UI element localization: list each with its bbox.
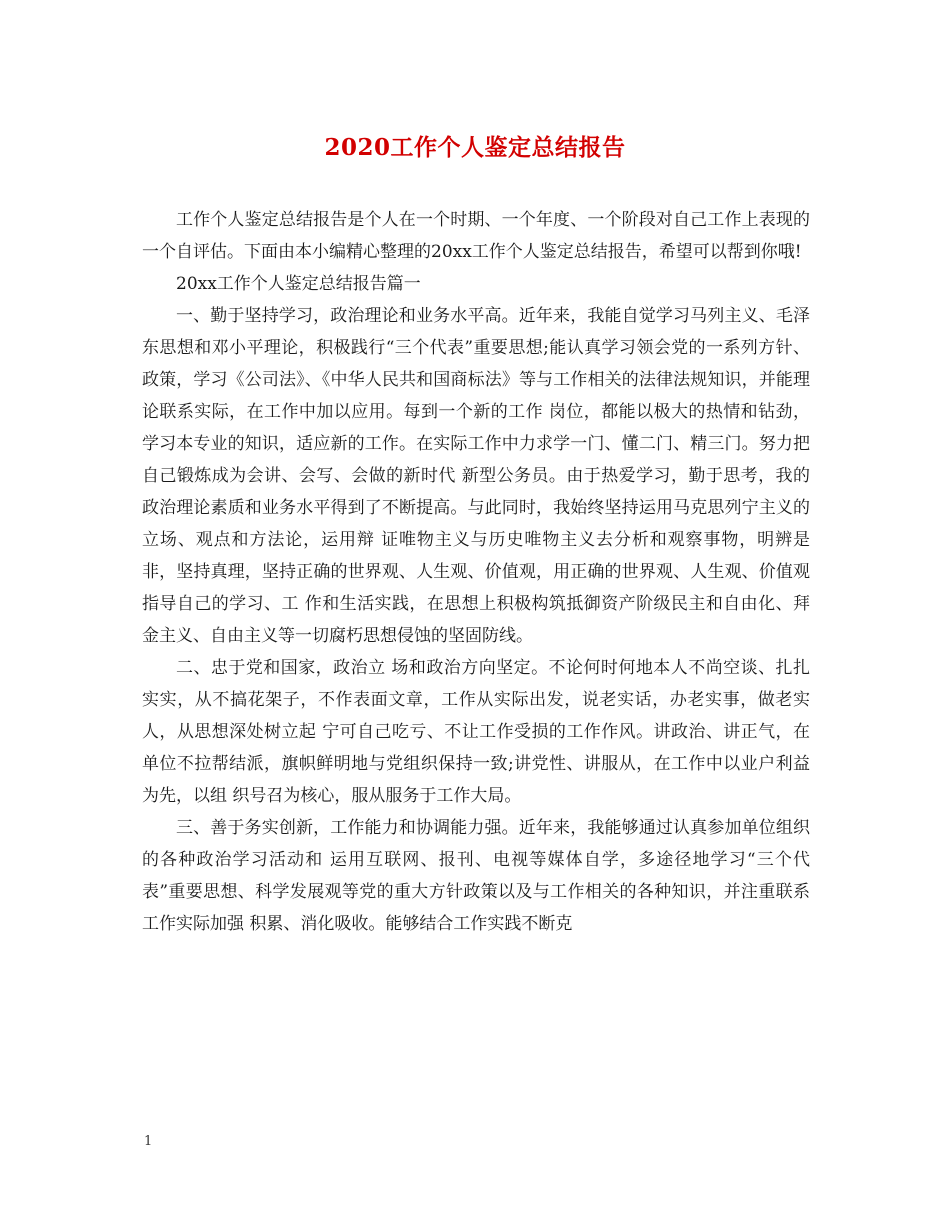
document-body <box>142 204 810 940</box>
document-title: 2020工作个人鉴定总结报告 <box>324 134 626 161</box>
page-number: 1 <box>144 1134 153 1149</box>
body-paragraph-2: 二、忠于党和国家，政治立 场和政治方向坚定。不论何时何地本人不尚空谈、扎扎实实，从不搞花架子，不作表面文章，工作从实际出发，说老实话，办老实事，做老实人，从思想深处树立起 宁可自己吃亏、不让工作受损的工作作风。讲政治、讲正气，在单位不拉帮结派，旗帜鲜明地与党组织保持一致;讲党性、讲服从，在工作中以业户利益为先，以组 织号召为核心，服从服务于工作大局。 <box>142 658 810 806</box>
section-heading: 20xx工作个人鉴定总结报告篇一 <box>176 274 421 294</box>
intro-paragraph: 工作个人鉴定总结报告是个人在一个时期、一个年度、一个阶段对自己工作上表现的一个自评估。下面由本小编精心整理的20xx工作个人鉴定总结报告，希望可以帮到你哦! <box>142 210 810 262</box>
body-paragraph-3: 三、善于务实创新，工作能力和协调能力强。近年来，我能够通过认真参加单位组织的各种政治学习活动和 运用互联网、报刊、电视等媒体自学，多途径地学习“三个代表”重要思想、科学发展观等党的重大方针政策以及与工作相关的各种知识，并注重联系工作实际加强 积累、消化吸收。能够结合工作实践不断克 <box>142 818 810 934</box>
body-paragraph-1: 一、勤于坚持学习，政治理论和业务水平高。近年来，我能自觉学习马列主义、毛泽东思想和邓小平理论，积极践行“三个代表”重要思想;能认真学习领会党的一系列方针、政策，学习《公司法》、《中华人民共和国商标法》等与工作相关的法律法规知识，并能理论联系实际，在工作中加以应用。每到一个新的工作 岗位，都能以极大的热情和钻劲，学习本专业的知识，适应新的工作。在实际工作中力求学一门、懂二门、精三门。努力把自己锻炼成为会讲、会写、会做的新时代 新型公务员。由于热爱学习，勤于思考，我的政治理论素质和业务水平得到了不断提高。与此同时，我始终坚持运用马克思列宁主义的立场、观点和方法论，运用辩 证唯物主义与历史唯物主义去分析和观察事物，明辨是非，坚持真理，坚持正确的世界观、人生观、价值观，用正确的世界观、人生观、价值观指导自己的学习、工 作和生活实践，在思想上积极构筑抵御资产阶级民主和自由化、拜金主义、自由主义等一切腐朽思想侵蚀的坚固防线。 <box>142 306 810 646</box>
